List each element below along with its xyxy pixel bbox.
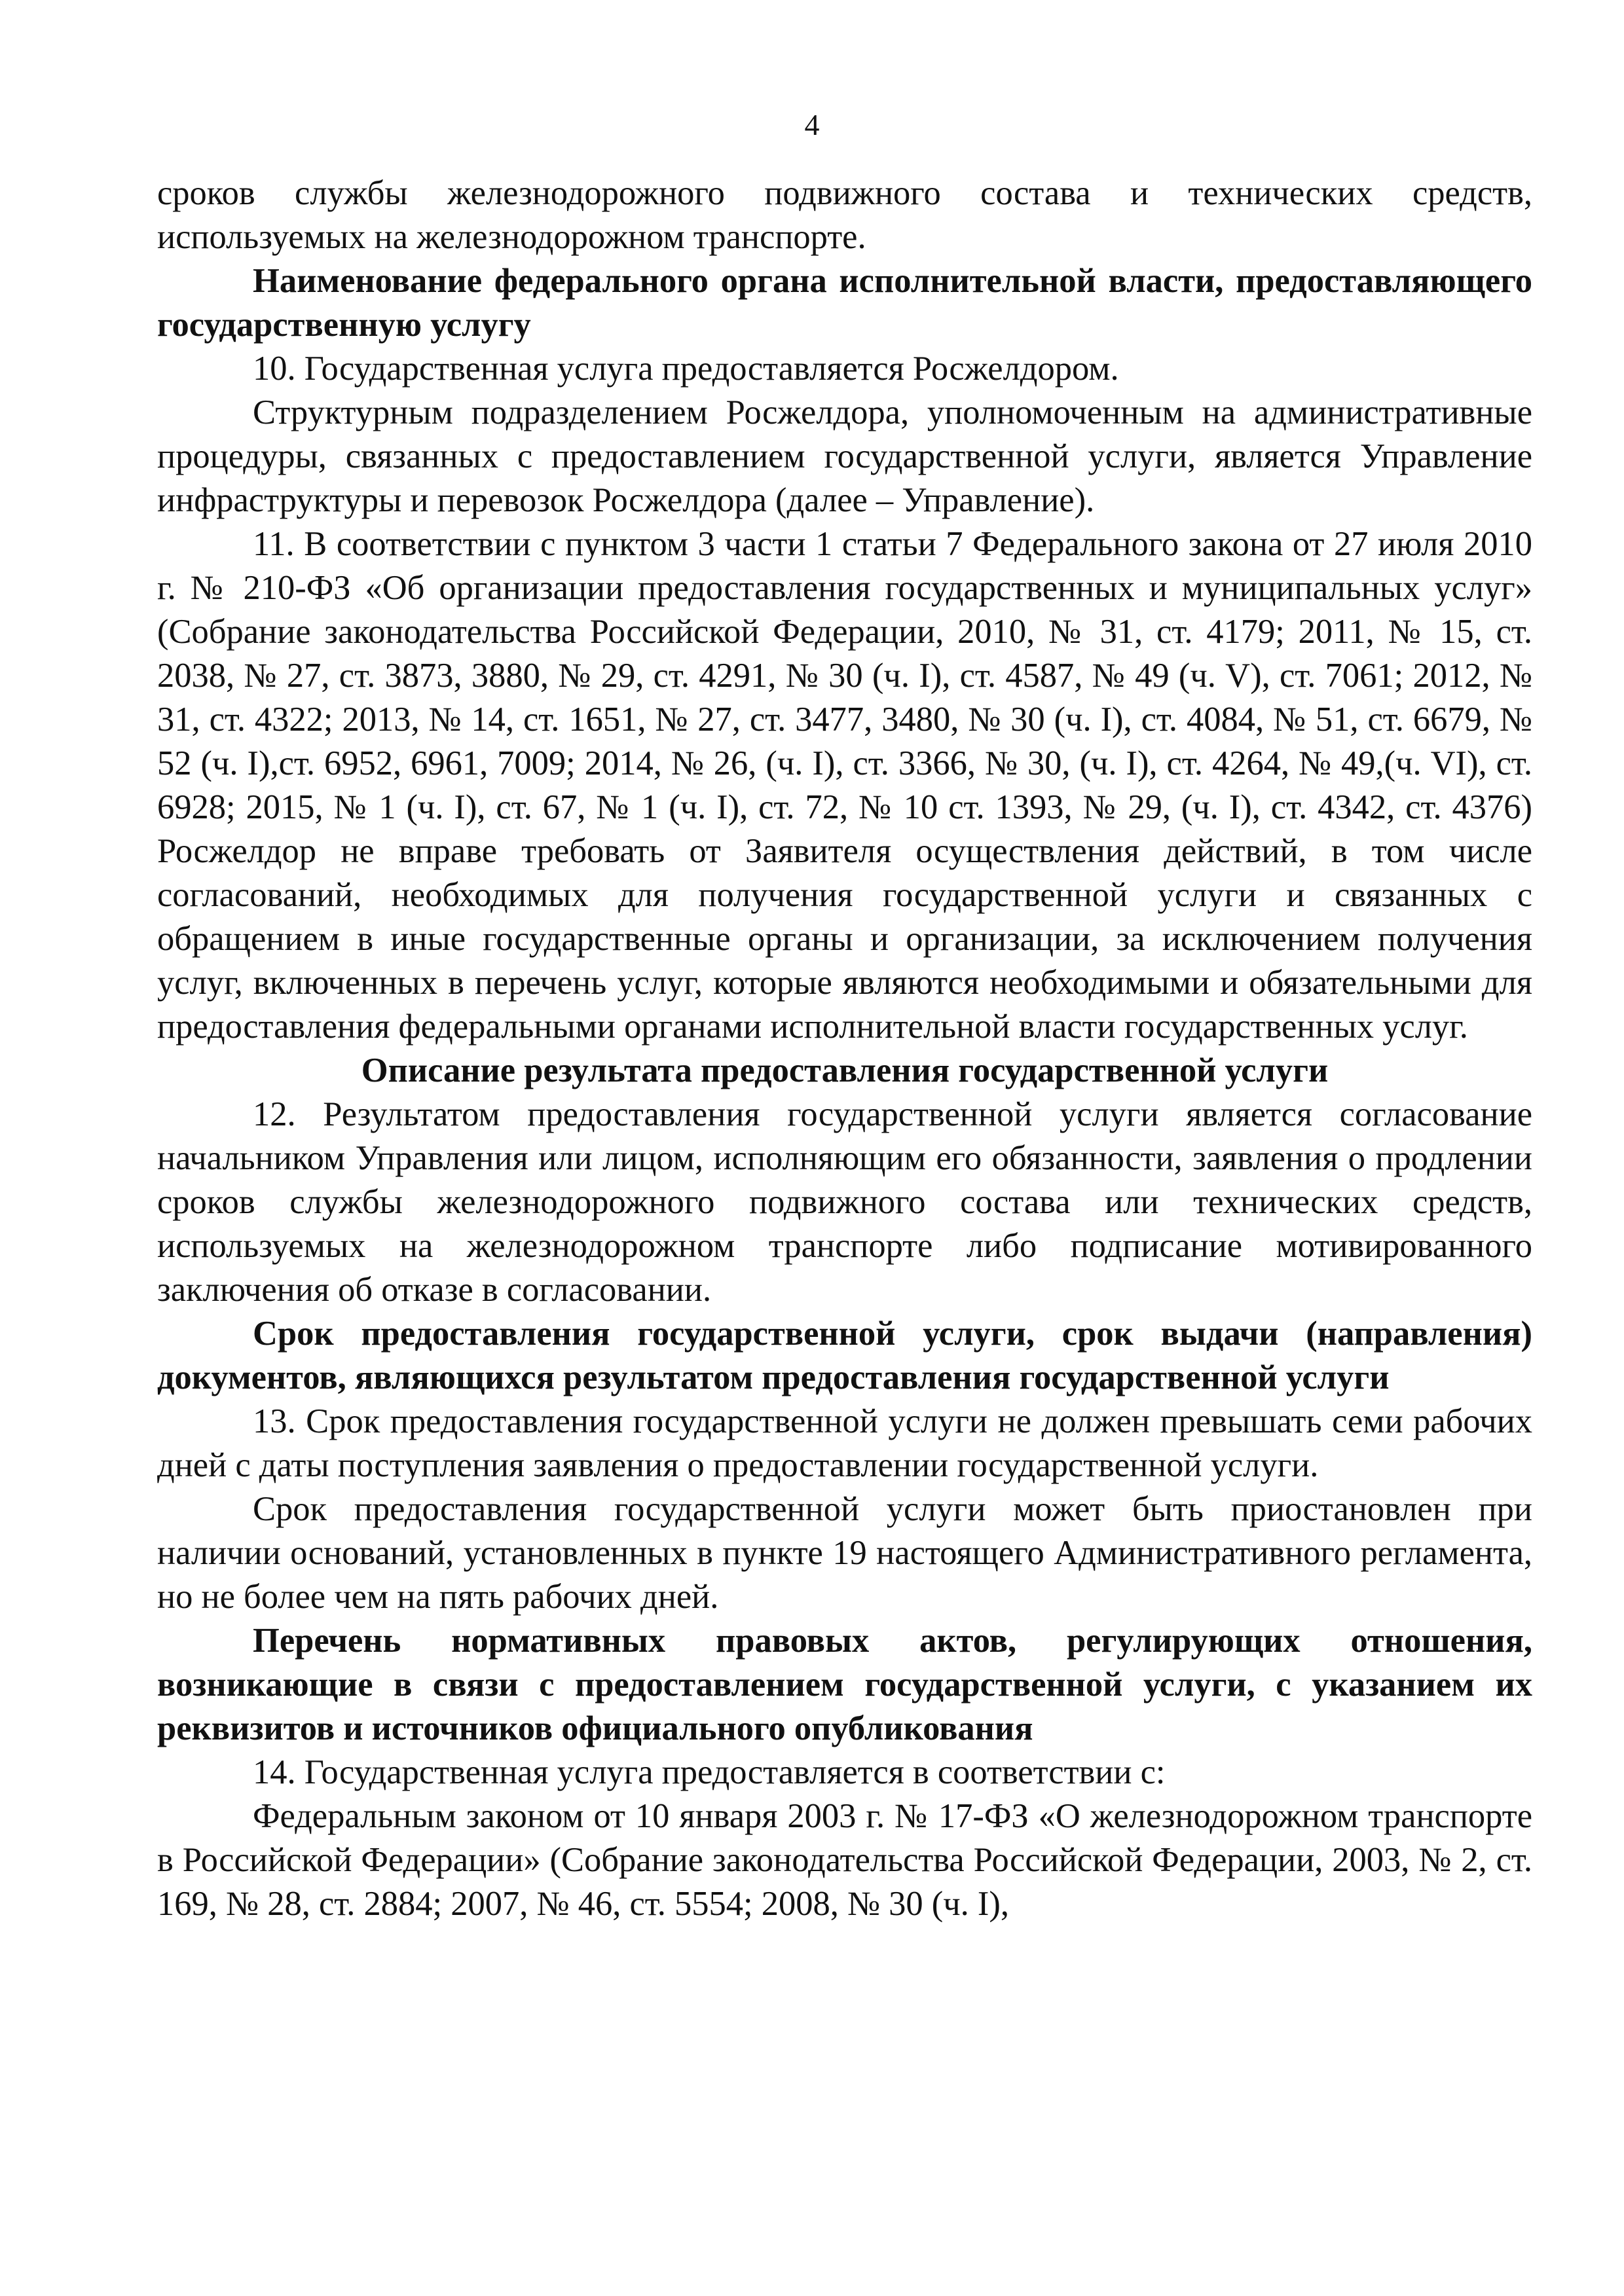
paragraph-suspension: Срок предоставления государственной услуги может быть приостановлен при наличии оснований, установленных в пункте 19 настоящего Административного регламента, но не более чем на пять рабочих дней. (157, 1490, 1532, 1616)
heading-result: Описание результата предоставления государственной услуги (361, 1051, 1329, 1089)
paragraph-structural-unit: Структурным подразделением Росжелдора, уполномоченным на административные процедуры, связанных с предоставлением государственной услуги, является Управление инфраструктуры и перевозок Росжелдора (далее – Управление). (157, 393, 1532, 519)
page-number: 4 (804, 108, 820, 141)
paragraph-federal-law: Федеральным законом от 10 января 2003 г. № 17-ФЗ «О железнодорожном транспорте в Российской Федерации» (Собрание законодательства Российской Федерации, 2003, № 2, ст. 169, № 28, ст. 2884; 2007, № 46, ст. 5554; 2008, № 30 (ч. I), (157, 1797, 1532, 1923)
heading-authority: Наименование федерального органа исполнительной власти, предоставляющего государственную услугу (157, 262, 1532, 344)
paragraph-13: 13. Срок предоставления государственной услуги не должен превышать семи рабочих дней с даты поступления заявления о предоставлении государственной услуги. (157, 1402, 1532, 1484)
paragraph-10: 10. Государственная услуга предоставляется Росжелдором. (253, 350, 1119, 388)
paragraph-11: 11. В соответствии с пунктом 3 части 1 статьи 7 Федерального закона от 27 июля 2010 г. № 210-ФЗ «Об организации предоставления государственных и муниципальных услуг» (Собрание законодательства Российской Федерации, 2010, № 31, ст. 4179; 2011, № 15, ст. 2038, № 27, ст. 3873, 3880, № 29, ст. 4291, № 30 (ч. I), ст. 4587, № 49 (ч. V), ст. 7061; 2012, № 31, ст. 4322; 2013, № 14, ст. 1651, № 27, ст. 3477, 3480, № 30 (ч. I), ст. 4084, № 51, ст. 6679, № 52 (ч. I),ст. 6952, 6961, 7009; 2014, № 26, (ч. I), ст. 3366, № 30, (ч. I), ст. 4264, № 49,(ч. VI), ст. 6928; 2015, № 1 (ч. I), ст. 67, № 1 (ч. I), ст. 72, № 10 ст. 1393, № 29, (ч. I), ст. 4342, ст. 4376) Росжелдор не вправе требовать от Заявителя осуществления действий, в том числе согласований, необходимых для получения государственной услуги и связанных с обращением в иные государственные органы и организации, за исключением получения услуг, включенных в перечень услуг, которые являются необходимыми и обязательными для предоставления федеральными органами исполнительной власти государственных услуг. (157, 525, 1532, 1046)
paragraph-intro: сроков службы железнодорожного подвижного состава и технических средств, используемых на железнодорожном транспорте. (157, 174, 1532, 256)
heading-term: Срок предоставления государственной услуги, срок выдачи (направления) документов, являющихся результатом предоставления государственной услуги (157, 1315, 1532, 1396)
document-body (157, 172, 1532, 1926)
heading-legal-acts: Перечень нормативных правовых актов, регулирующих отношения, возникающие в связи с предоставлением государственной услуги, с указанием их реквизитов и источников официального опубликования (157, 1622, 1532, 1747)
paragraph-14: 14. Государственная услуга предоставляется в соответствии с: (253, 1753, 1166, 1791)
paragraph-12: 12. Результатом предоставления государственной услуги является согласование начальником Управления или лицом, исполняющим его обязанности, заявления о продлении сроков службы железнодорожного подвижного состава или технических средств, используемых на железнодорожном транспорте либо подписание мотивированного заключения об отказе в согласовании. (157, 1095, 1532, 1309)
